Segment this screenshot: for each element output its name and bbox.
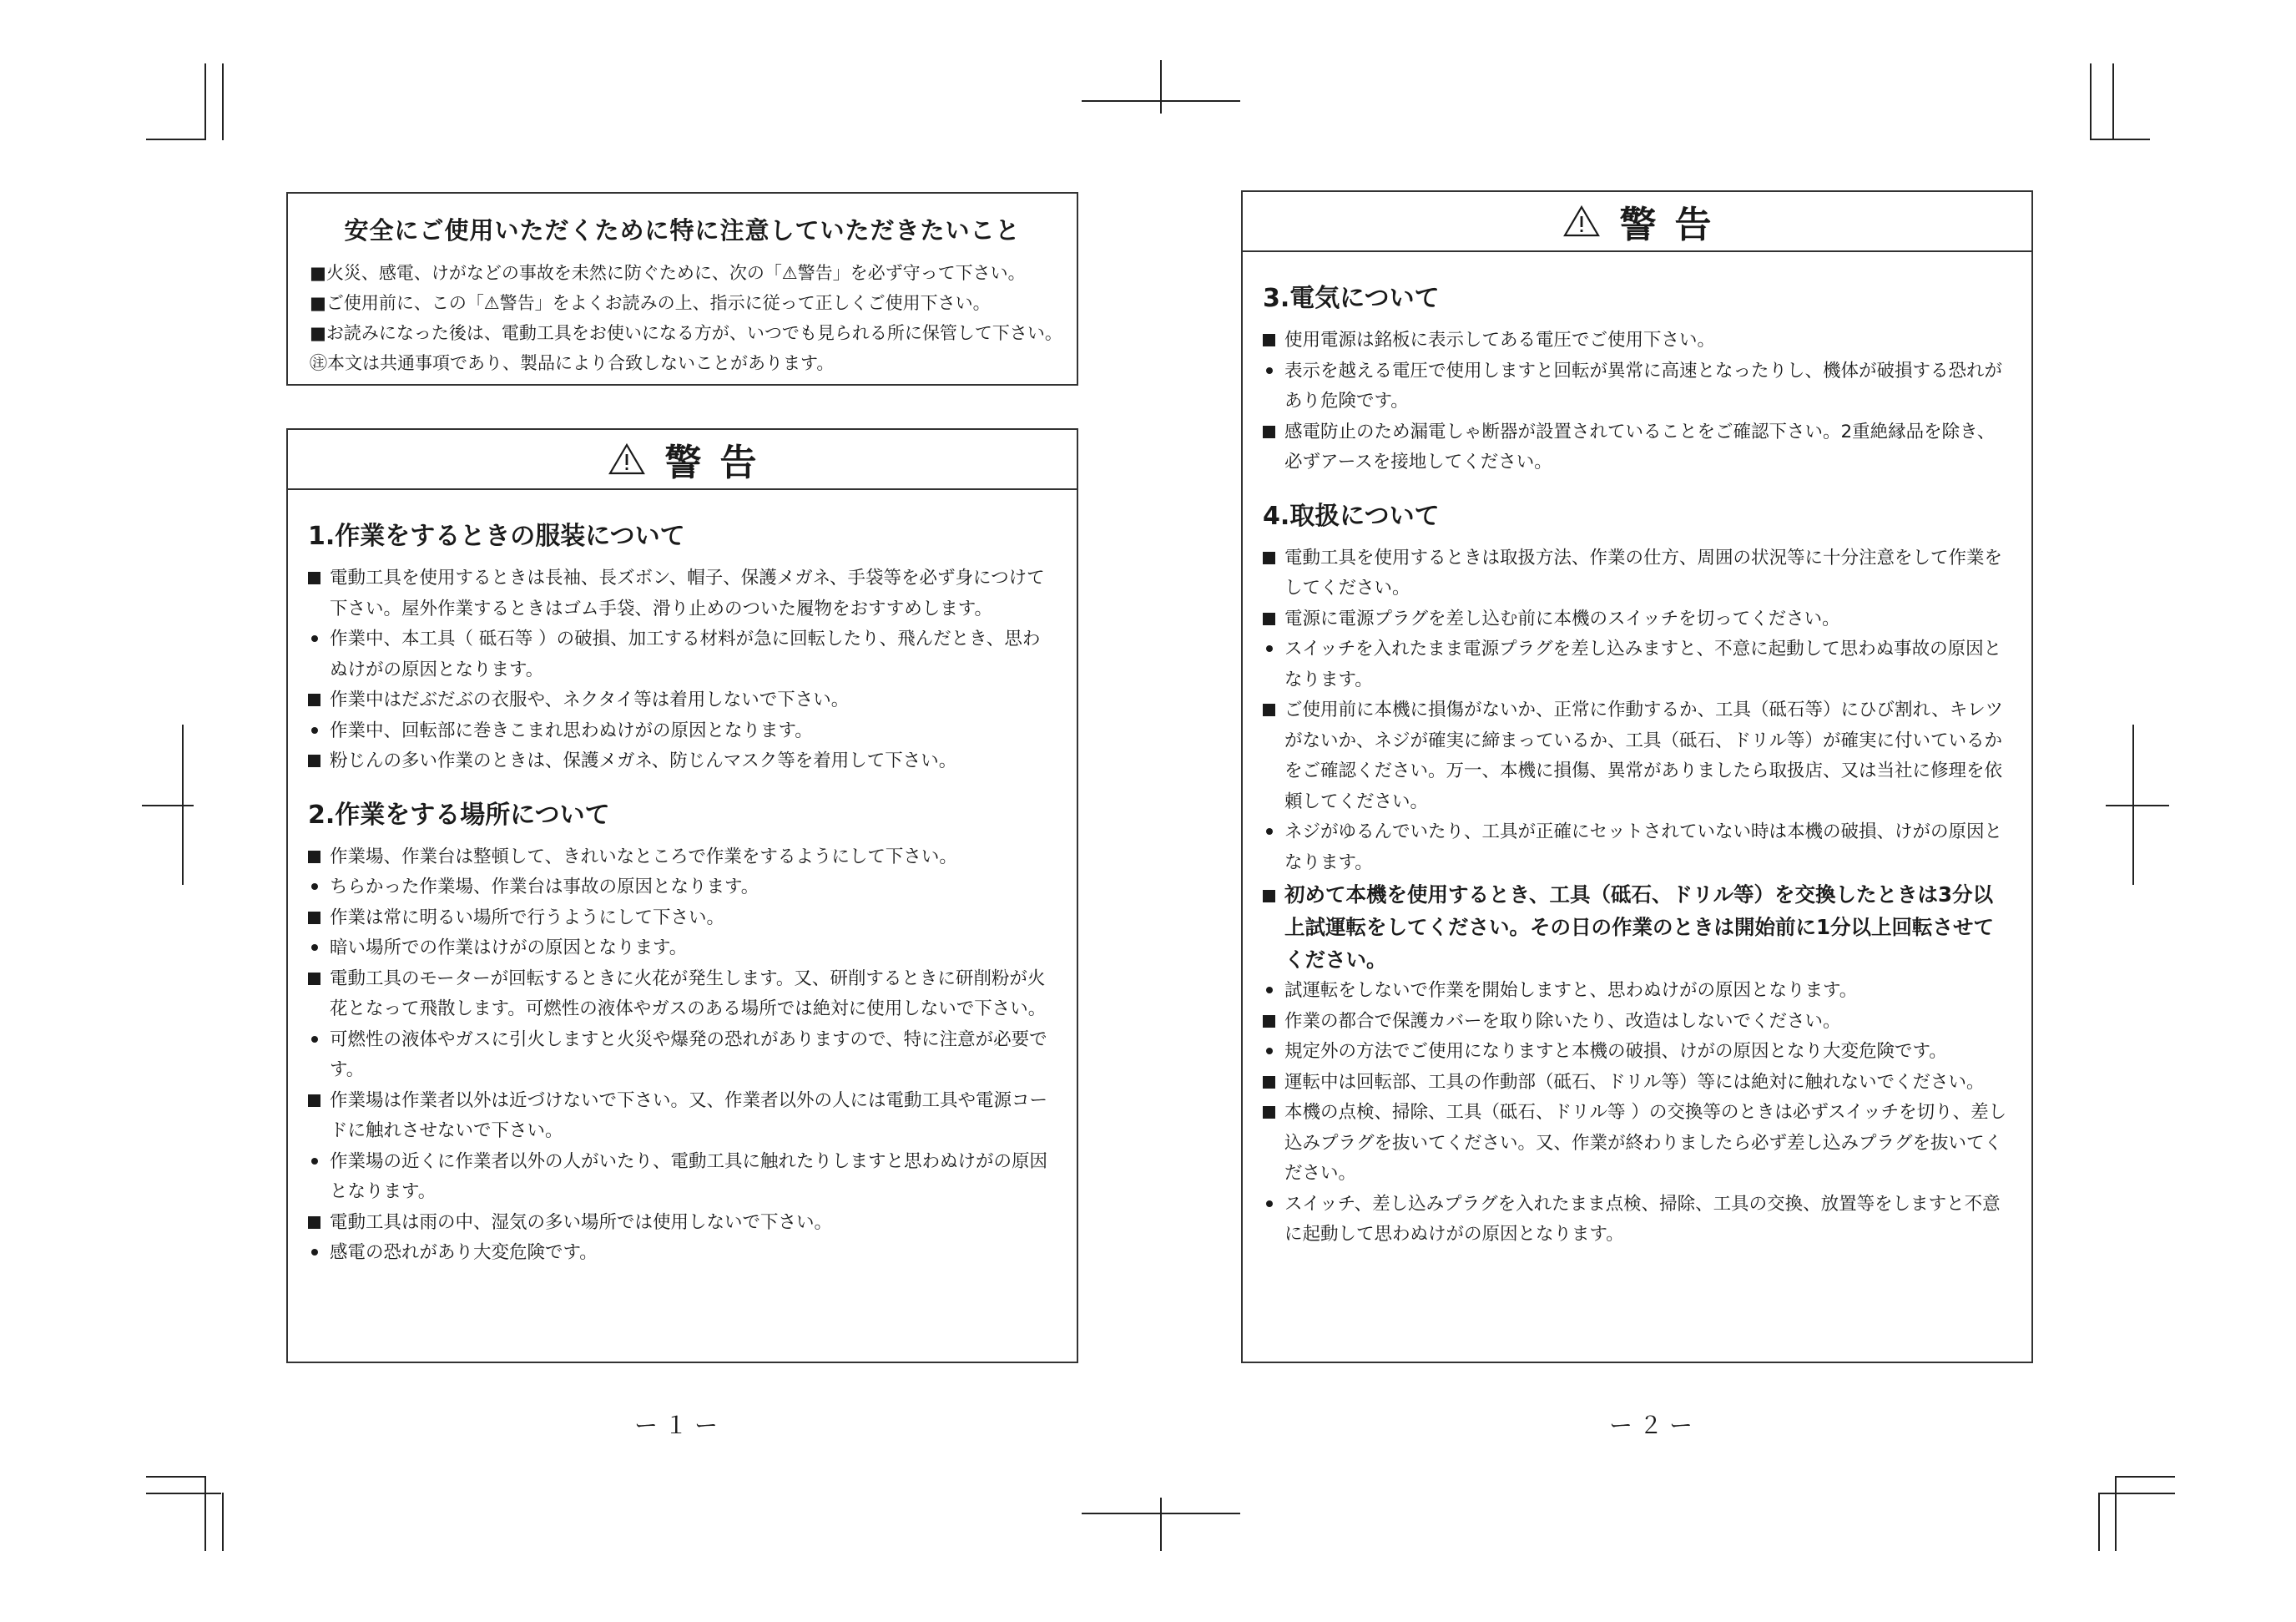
item-text: 感電の恐れがあり大変危険です。	[330, 1242, 598, 1263]
warning-section	[1263, 500, 2008, 1251]
instruction-item	[308, 964, 1053, 1025]
consequence-item	[1263, 356, 2008, 417]
warning-section	[1263, 282, 2008, 478]
item-text: 表示を越える電圧で使用しますと回転が異常に高速となったりし、機体が破損する恐れがあり危険です。	[1284, 360, 2003, 412]
instruction-item	[1263, 1068, 2008, 1099]
consequence-item	[1263, 976, 2008, 1007]
section-title: 4.取扱について	[1263, 501, 1440, 531]
square-bullet-icon	[308, 1086, 325, 1147]
square-bullet-icon	[1263, 1068, 1280, 1099]
item-text: 作業場の近くに作業者以外の人がいたり、電動工具に触れたりしますと思わぬけがの原因となります。	[330, 1150, 1048, 1202]
item-text: 作業場は作業者以外は近づけないで下さい。又、作業者以外の人には電動工具や電源コードに触れさせないで下さい。	[330, 1089, 1048, 1141]
notice-line: ■火災、感電、けがなどの事故を未然に防ぐために、次の「⚠警告」を必ず守って下さい。	[310, 263, 1026, 283]
square-bullet-icon	[1263, 1007, 1280, 1038]
dot-bullet-icon	[308, 1025, 325, 1086]
item-text: 本機の点検、掃除、工具（砥石、ドリル等 ）の交換等のときは必ずスイッチを切り、差し込みプラグを抜いてください。又、作業が終わりましたら必ず差し込みプラグを抜いてください。	[1284, 1102, 2007, 1184]
notice-line: ㊟本文は共通事項であり、製品により合致しないことがあります。	[310, 353, 835, 373]
item-text: ちらかった作業場、作業台は事故の原因となります。	[330, 877, 759, 897]
section-title: 2.作業をする場所について	[308, 800, 610, 830]
square-bullet-icon	[1263, 1098, 1280, 1190]
item-text: 粉じんの多い作業のときは、保護メガネ、防じんマスク等を着用して下さい。	[330, 750, 957, 771]
item-text: 運転中は回転部、工具の作動部（砥石、ドリル等）等には絶対に触れないでください。	[1284, 1071, 1985, 1093]
item-text: 電動工具のモーターが回転するときに火花が発生します。又、研削するときに研削粉が火花となって飛散します。可燃性の液体やガスのある場所では絶対に使用しないで下さい。	[330, 968, 1047, 1019]
square-bullet-icon	[1263, 604, 1280, 635]
dot-bullet-icon	[1263, 976, 1280, 1007]
dot-bullet-icon	[1263, 634, 1280, 695]
item-text: 作業中、回転部に巻きこまれ思わぬけがの原因となります。	[330, 720, 813, 741]
warning-panel-left	[286, 428, 1078, 1363]
square-bullet-icon	[1263, 543, 1280, 604]
warning-panel-right	[1241, 190, 2033, 1363]
instruction-item	[1263, 604, 2008, 635]
item-text: 電源に電源プラグを差し込む前に本機のスイッチを切ってください。	[1284, 608, 1840, 629]
consequence-item	[1263, 1037, 2008, 1068]
instruction-item	[308, 563, 1053, 624]
square-bullet-icon	[1263, 878, 1280, 976]
item-text: 可燃性の液体やガスに引火しますと火災や爆発の恐れがありますので、特に注意が必要です。	[330, 1028, 1047, 1080]
square-bullet-icon	[1263, 695, 1280, 817]
item-text: 電動工具を使用するときは取扱方法、作業の仕方、周囲の状況等に十分注意をして作業をしてください。	[1284, 547, 2003, 599]
item-text: 作業場、作業台は整頓して、きれいなところで作業をするようにして下さい。	[330, 846, 957, 867]
item-text: スイッチを入れたまま電源プラグを差し込みますと、不意に起動して思わぬ事故の原因となります。	[1284, 639, 2002, 690]
instruction-item	[308, 1086, 1053, 1147]
instruction-item	[1263, 1007, 2008, 1038]
item-text: 作業中、本工具（ 砥石等 ）の破損、加工する材料が急に回転したり、飛んだとき、思わぬけがの原因となります。	[330, 629, 1041, 680]
dot-bullet-icon	[1263, 1190, 1280, 1251]
instruction-item	[1263, 878, 2008, 976]
instruction-item	[308, 903, 1053, 934]
item-text: 電動工具を使用するときは長袖、長ズボン、帽子、保護メガネ、手袋等を必ず身につけて下さい。屋外作業するときはゴム手袋、滑り止めのついた履物をおすすめします。	[330, 568, 1045, 619]
warning-body	[1243, 252, 2031, 1251]
notice-title: 安全にご使用いただくために特に注意していただきたいこと	[344, 216, 1021, 245]
square-bullet-icon	[308, 563, 325, 624]
warning-header	[288, 430, 1077, 490]
square-bullet-icon	[308, 685, 325, 716]
instruction-item	[308, 842, 1053, 873]
instruction-item	[1263, 1098, 2008, 1190]
instruction-item	[1263, 695, 2008, 817]
instruction-item	[1263, 417, 2008, 478]
dot-bullet-icon	[1263, 356, 1280, 417]
instruction-item	[1263, 543, 2008, 604]
item-text: 作業は常に明るい場所で行うようにして下さい。	[330, 907, 725, 928]
warning-heading: 警告	[664, 442, 775, 484]
consequence-item	[308, 872, 1053, 903]
notice-line: ■お読みになった後は、電動工具をお使いになる方が、いつでも見られる所に保管して下さい。	[310, 323, 1062, 343]
warning-section	[308, 520, 1053, 777]
square-bullet-icon	[308, 964, 325, 1025]
dot-bullet-icon	[308, 716, 325, 747]
item-text: ご使用前に本機に損傷がないか、正常に作動するか、工具（砥石等）にひび割れ、キレツがないか、ネジが確実に締まっているか、工具（砥石、ドリル等）が確実に付いているかをご確認ください。万一、本機に損傷、異常がありましたら取扱店、又は当社に修理を依頼してください。	[1284, 700, 2004, 812]
section-title: 1.作業をするときの服装について	[308, 522, 685, 551]
item-text: 作業中はだぶだぶの衣服や、ネクタイ等は着用しないで下さい。	[330, 690, 850, 710]
item-text: ネジがゆるんでいたり、工具が正確にセットされていない時は本機の破損、けがの原因となります。	[1284, 821, 2003, 873]
consequence-item	[1263, 634, 2008, 695]
section-title: 3.電気について	[1263, 284, 1440, 313]
square-bullet-icon	[308, 903, 325, 934]
warning-section	[308, 799, 1053, 1269]
dot-bullet-icon	[308, 1147, 325, 1208]
item-text: 初めて本機を使用するとき、工具（砥石、ドリル等）を交換したときは3分以上試運転をしてください。その日の作業のときは開始前に1分以上回転させてください。	[1284, 882, 1995, 972]
square-bullet-icon	[308, 746, 325, 777]
item-text: 電動工具は雨の中、湿気の多い場所では使用しないで下さい。	[330, 1211, 833, 1233]
warning-triangle-icon	[1563, 205, 1600, 238]
safety-notice-box	[286, 192, 1078, 386]
page-number: ー１ー	[634, 1412, 725, 1439]
instruction-item	[308, 685, 1053, 716]
consequence-item	[308, 1238, 1053, 1269]
item-text: 作業の都合で保護カバーを取り除いたり、改造はしないでください。	[1284, 1010, 1841, 1032]
notice-line: ■ご使用前に、この「⚠警告」をよくお読みの上、指示に従って正しくご使用下さい。	[310, 293, 991, 313]
item-text: 使用電源は銘板に表示してある電圧でご使用下さい。	[1284, 330, 1716, 351]
dot-bullet-icon	[308, 1238, 325, 1269]
item-text: 試運転をしないで作業を開始しますと、思わぬけがの原因となります。	[1284, 980, 1858, 1001]
dot-bullet-icon	[1263, 817, 1280, 878]
square-bullet-icon	[308, 842, 325, 873]
warning-heading: 警告	[1619, 204, 1730, 246]
consequence-item	[1263, 817, 2008, 878]
square-bullet-icon	[1263, 417, 1280, 478]
item-text: 規定外の方法でご使用になりますと本機の破損、けがの原因となり大変危険です。	[1284, 1041, 1947, 1062]
dot-bullet-icon	[1263, 1037, 1280, 1068]
item-text: 感電防止のため漏電しゃ断器が設置されていることをご確認下さい。2重絶縁品を除き、必ずアースを接地してください。	[1284, 421, 1996, 472]
instruction-item	[308, 746, 1053, 777]
page-number: ー２ー	[1609, 1412, 1700, 1439]
consequence-item	[308, 1025, 1053, 1086]
consequence-item	[308, 1147, 1053, 1208]
item-text: スイッチ、差し込みプラグを入れたまま点検、掃除、工具の交換、放置等をしますと不意に起動して思わぬけがの原因となります。	[1284, 1193, 2001, 1245]
square-bullet-icon	[1263, 326, 1280, 356]
dot-bullet-icon	[308, 933, 325, 964]
warning-triangle-icon	[608, 442, 645, 476]
square-bullet-icon	[308, 1208, 325, 1239]
consequence-item	[1263, 1190, 2008, 1251]
warning-body	[288, 490, 1077, 1269]
consequence-item	[308, 716, 1053, 747]
instruction-item	[308, 1208, 1053, 1239]
dot-bullet-icon	[308, 624, 325, 685]
consequence-item	[308, 933, 1053, 964]
instruction-item	[1263, 326, 2008, 356]
item-text: 暗い場所での作業はけがの原因となります。	[330, 937, 688, 958]
warning-header	[1243, 192, 2031, 252]
consequence-item	[308, 624, 1053, 685]
dot-bullet-icon	[308, 872, 325, 903]
